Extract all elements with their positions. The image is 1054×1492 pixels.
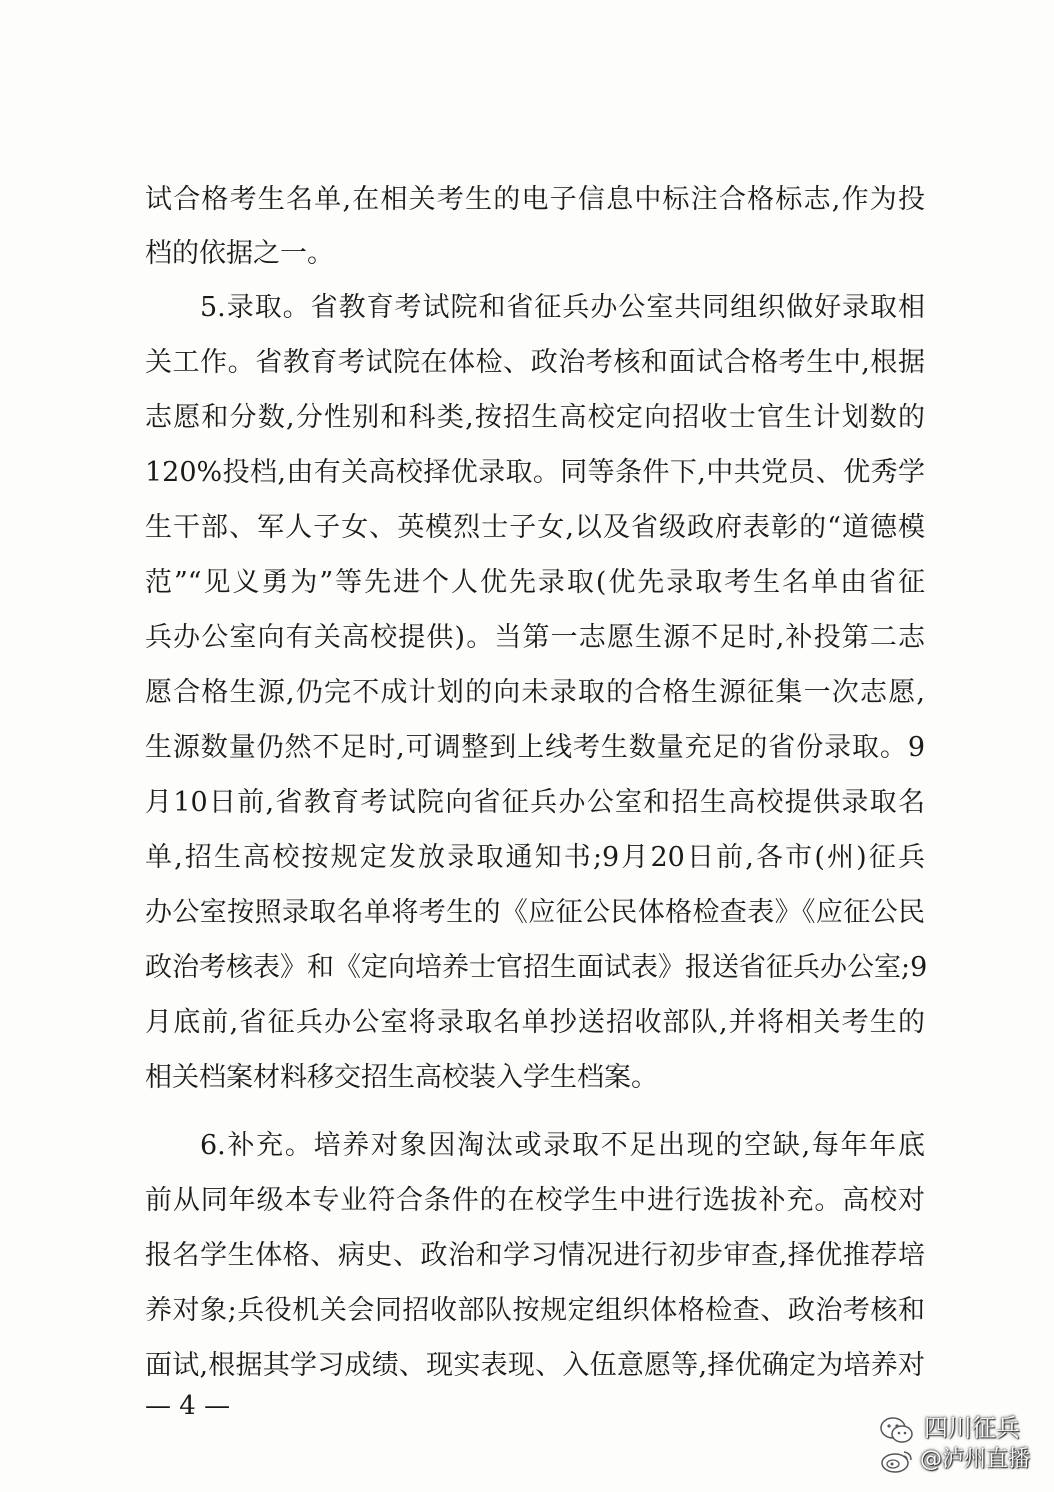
text-line-2: 档的依据之一。 [145,238,334,269]
text-line-14: 办公室按照录取名单将考生的《应征公民体格检查表》《应征公民 [145,897,925,928]
text-line-19: 前从同年级本专业符合条件的在校学生中进行选拔补充。高校对 [145,1185,925,1216]
text-line-3: 5.录取。省教育考试院和省征兵办公室共同组织做好录取相 [200,292,925,323]
text-line-4: 关工作。省教育考试院在体检、政治考核和面试合格考生中,根据 [145,347,925,378]
text-line-18: 6.补充。培养对象因淘汰或录取不足出现的空缺,每年年底 [200,1130,925,1161]
text-line-9: 兵办公室向有关高校提供)。当第一志愿生源不足时,补投第二志 [145,622,925,653]
wechat-icon [880,1416,914,1446]
watermark-account-name: 四川征兵 [924,1414,1020,1442]
text-line-12: 月10日前,省教育考试院向省征兵办公室和招生高校提供录取名 [145,787,925,818]
watermark [880,1412,1040,1478]
text-line-7: 生干部、军人子女、英模烈士子女,以及省级政府表彰的“道德模 [145,512,925,543]
text-line-17: 相关档案材料移交招生高校装入学生档案。 [145,1062,658,1093]
text-line-5: 志愿和分数,分性别和科类,按招生高校定向招收士官生计划数的 [145,402,925,433]
text-line-15: 政治考核表》和《定向培养士官招生面试表》报送省征兵办公室;9 [145,952,928,983]
text-line-22: 面试,根据其学习成绩、现实表现、入伍意愿等,择优确定为培养对 [145,1350,925,1381]
text-line-20: 报名学生体格、病史、政治和学习情况进行初步审查,择优推荐培 [145,1240,925,1271]
text-line-21: 养对象;兵役机关会同招收部队按规定组织体格检查、政治考核和 [145,1295,925,1326]
text-line-13: 单,招生高校按规定发放录取通知书;9月20日前,各市(州)征兵 [145,842,925,873]
text-line-11: 生源数量仍然不足时,可调整到上线考生数量充足的省份录取。9 [145,732,925,763]
text-line-1: 试合格考生名单,在相关考生的电子信息中标注合格标志,作为投 [145,184,925,215]
weibo-icon [880,1448,914,1474]
page-number: — 4 — [145,1391,231,1421]
watermark-handle: @泸州直播 [920,1447,1031,1472]
text-line-10: 愿合格生源,仍完不成计划的向未录取的合格生源征集一次志愿, [145,677,925,708]
text-line-16: 月底前,省征兵办公室将录取名单抄送招收部队,并将相关考生的 [145,1007,925,1038]
text-line-8: 范”“见义勇为”等先进个人优先录取(优先录取考生名单由省征 [145,567,925,598]
text-line-6: 120%投档,由有关高校择优录取。同等条件下,中共党员、优秀学 [145,457,925,488]
